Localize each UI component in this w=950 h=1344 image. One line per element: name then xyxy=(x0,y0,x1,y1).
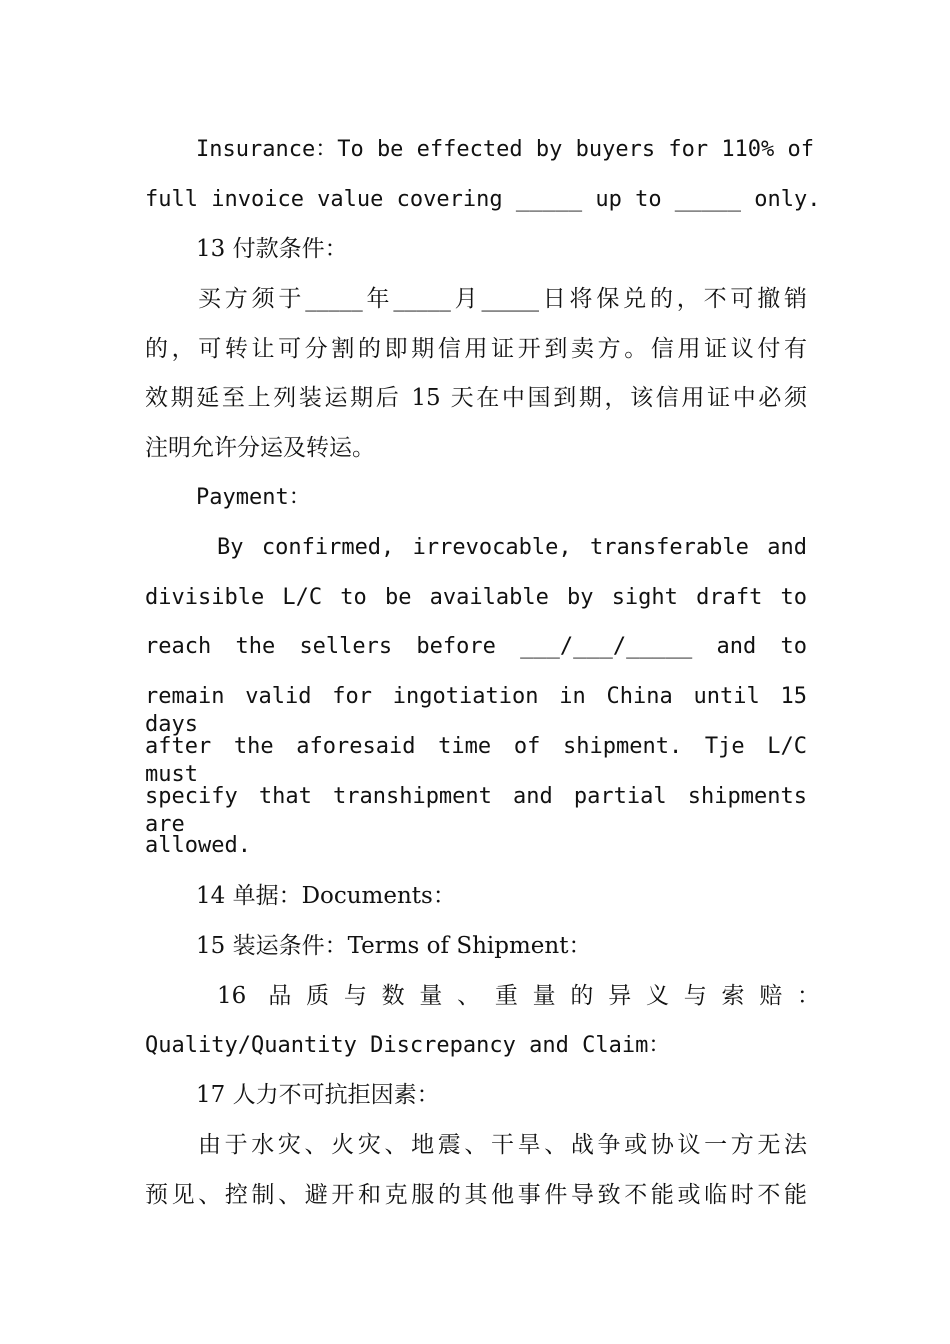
payment-cn-line-4: 注明允许分运及转运。 xyxy=(145,435,375,461)
section-13-heading: 13 付款条件： xyxy=(196,236,348,262)
section-16-subheading: Quality/Quantity Discrepancy and Claim： xyxy=(145,1033,671,1058)
payment-cn-line-3: 效期延至上列装运期后 15 天在中国到期，该信用证中必须 xyxy=(145,385,807,411)
force-majeure-line-1: 由于水灾、火灾、地震、干旱、战争或协议一方无法 xyxy=(198,1132,807,1158)
force-majeure-line-2: 预见、控制、避开和克服的其他事件导致不能或临时不能 xyxy=(145,1182,807,1208)
section-17-heading: 17 人力不可抗拒因素： xyxy=(196,1082,440,1108)
insurance-line-2: full invoice value covering _____ up to _____ only. xyxy=(145,187,821,212)
payment-en-line-5: after the aforesaid time of shipment. Tje L/C must xyxy=(145,734,807,787)
section-14-heading: 14 单据：Documents： xyxy=(196,883,456,909)
payment-cn-line-1: 买方须于_____年_____月_____日将保兑的，不可撤销 xyxy=(198,286,807,312)
insurance-line-1: Insurance：To be effected by buyers for 110% of xyxy=(196,137,815,162)
payment-en-line-1: By confirmed, irrevocable, transferable and xyxy=(217,535,807,560)
payment-en-line-7: allowed. xyxy=(145,833,251,858)
payment-en-line-4: remain valid for ingotiation in China until 15 days xyxy=(145,684,807,737)
payment-cn-line-2: 的，可转让可分割的即期信用证开到卖方。信用证议付有 xyxy=(145,336,807,362)
section-15-heading: 15 装运条件：Terms of Shipment： xyxy=(196,933,592,959)
payment-en-line-3: reach the sellers before ___/___/_____ and to xyxy=(145,634,807,659)
payment-en-line-6: specify that transhipment and partial shipments are xyxy=(145,784,807,837)
section-16-heading: 16 品质与数量、重量的异义与索赔： xyxy=(217,983,820,1009)
payment-en-line-2: divisible L/C to be available by sight draft to xyxy=(145,585,807,610)
payment-label: Payment： xyxy=(196,485,311,510)
